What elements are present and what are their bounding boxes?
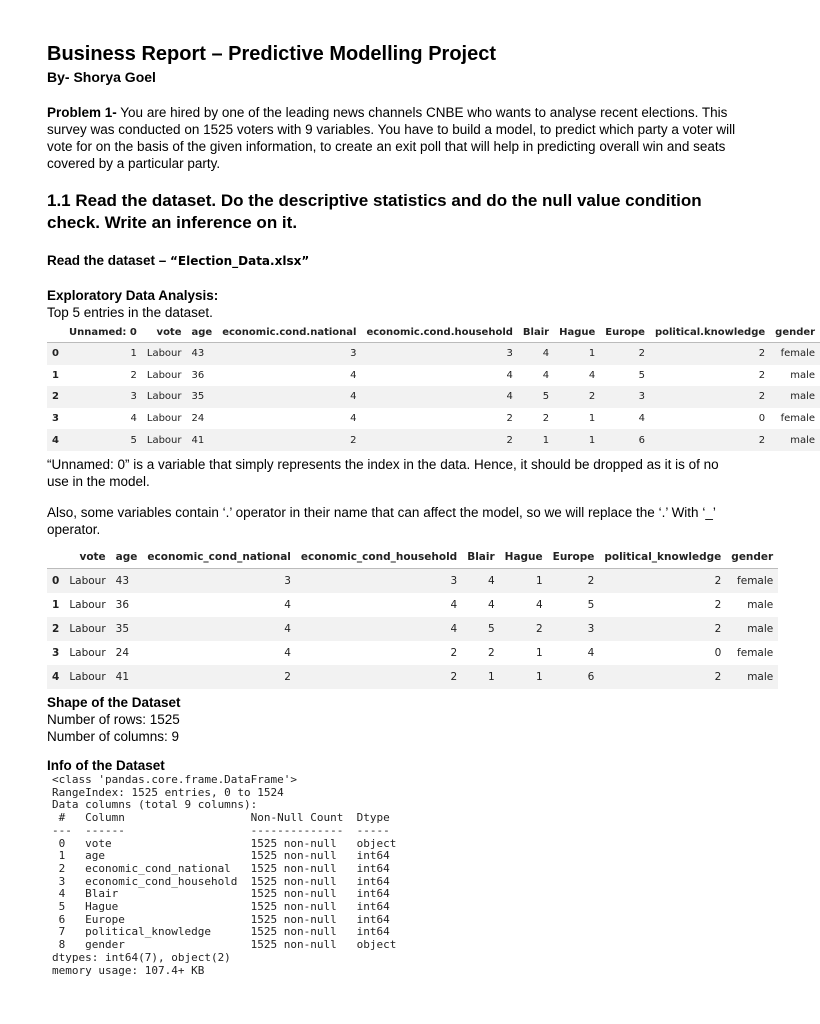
table-cell: 2 [217,429,361,451]
table-cell: 1 [535,647,543,659]
table-cell: 3 [64,386,142,408]
table-cell: 2 [650,343,770,365]
table-cell: Labour [146,369,182,381]
table-header-row [47,546,778,569]
table-cell: 3 [217,343,361,365]
table-cell: 2 [599,617,726,641]
row-index: 4 [47,429,64,451]
column-header: gender [726,546,778,569]
unnamed-note: “Unnamed: 0” is a variable that simply represents the index in the data. Hence, it should be dropped as it is of no use in the model. [47,457,719,489]
document-page [47,42,737,321]
table-cell: 4 [587,647,595,659]
table-cell: female [737,647,774,659]
column-header: vote [64,546,110,569]
table-row [47,665,778,689]
column-header: Hague [500,546,548,569]
table-cell: 4 [350,369,357,381]
table-row [47,617,778,641]
table-row [47,343,820,365]
table-cell: 0 [714,647,722,659]
row-index: 2 [47,617,64,641]
table-cell: 2 [554,386,600,408]
column-header: Blair [518,322,554,343]
column-header [47,546,64,569]
table-cell: male [747,599,774,611]
column-header: Unnamed: 0 [64,322,142,343]
table1-wrapper [47,322,816,451]
row-index: 2 [47,386,64,408]
table-cell: 35 [187,386,218,408]
table-cell: 3 [548,617,600,641]
table-cell: 1 [500,665,548,689]
table-cell: 4 [462,569,499,594]
column-header: gender [770,322,820,343]
table-cell: Labour [64,665,110,689]
table-cell: 2 [650,429,770,451]
notes-block [47,456,737,538]
shape-block [47,694,737,745]
table-cell: Labour [69,647,106,659]
table-cell: 4 [506,369,513,381]
table-cell: 4 [296,617,462,641]
table-cell: male [770,429,820,451]
table-cell: 3 [296,569,462,594]
table-cell: 2 [600,343,650,365]
table-cell: 4 [638,413,645,425]
table-cell: 2 [714,599,722,611]
row-index: 4 [47,665,64,689]
top5-raw-table [47,322,820,451]
column-header [47,322,64,343]
info-block [47,757,737,977]
table-cell: 2 [506,413,513,425]
table-cell: 1 [500,569,548,594]
table-cell: 4 [350,413,357,425]
table-cell: Labour [142,343,187,365]
table-cell: 1 [554,343,600,365]
column-header: Europe [600,322,650,343]
column-header: Blair [462,546,499,569]
table-cell: 6 [548,665,600,689]
table-cell: 5 [462,617,499,641]
table-cell: 5 [518,386,554,408]
table-cell: 1 [64,343,142,365]
table-cell: 2 [599,569,726,594]
report-title: Business Report – Predictive Modelling Project [47,43,497,65]
table-row [47,569,778,594]
table-cell: 5 [587,599,595,611]
table-header-row [47,322,820,343]
table-cell: 43 [111,569,143,594]
table-cell: 2 [450,647,458,659]
table-cell: 2 [599,665,726,689]
shape-columns: Number of columns: 9 [47,729,180,744]
table-cell: 3 [361,343,517,365]
table-cell: 2 [500,617,548,641]
problem-text: You are hired by one of the leading news channels CNBE who wants to analyse recent elections. This survey was conducted on 1525 voters with 9 variables. You have to build a model, to predict which party a voter will vote for on the basis of the given information, to create an exit poll that will help in predicting overall win and seats covered by a particular party. [47,105,736,171]
table-cell: Labour [64,617,110,641]
problem-label: Problem 1- [47,105,117,120]
column-header: economic_cond_household [296,546,462,569]
eda-text: Top 5 entries in the dataset. [47,305,213,320]
column-header: Europe [548,546,600,569]
column-header: Hague [554,322,600,343]
table-cell: 24 [115,647,130,659]
problem-paragraph [47,104,737,172]
table-cell: 2 [296,665,462,689]
table-cell: 4 [142,617,296,641]
table-cell: 2 [542,413,550,425]
table-cell: male [726,665,778,689]
row-index: 0 [47,343,64,365]
table-cell: 6 [600,429,650,451]
table-row [47,408,820,430]
table-cell: 2 [548,569,600,594]
table-cell: 2 [758,369,766,381]
column-header: political.knowledge [650,322,770,343]
row-index: 3 [52,413,59,425]
column-header: economic.cond.household [361,322,517,343]
table-cell: 4 [542,369,550,381]
table-cell: 4 [284,647,291,659]
table-cell: 36 [115,599,130,611]
read-dataset-label: Read the dataset – [47,253,171,268]
table-cell: 2 [487,647,495,659]
table-cell: 4 [535,599,543,611]
table-cell: male [726,617,778,641]
table-row [47,386,820,408]
read-dataset-line [47,252,737,270]
table-cell: Labour [146,413,182,425]
table-cell: 3 [142,569,296,594]
table-cell: 36 [191,369,205,381]
table-cell: female [780,413,816,425]
dataset-filename: “Election_Data.xlsx” [170,254,310,268]
info-heading: Info of the Dataset [47,758,165,773]
table-cell: Labour [142,429,187,451]
table-cell: 5 [64,429,142,451]
table-cell: 24 [191,413,205,425]
table-row [47,429,820,451]
table-cell: 4 [284,599,291,611]
table-cell: Labour [64,569,110,594]
shape-rows: Number of rows: 1525 [47,712,180,727]
table-cell: male [790,369,816,381]
shape-heading: Shape of the Dataset [47,695,181,710]
table-cell: 2 [650,386,770,408]
table-cell: 3 [600,386,650,408]
table-cell: 2 [142,665,296,689]
row-index: 0 [47,569,64,594]
table-cell: 2 [361,429,517,451]
table-cell: 1 [588,413,596,425]
table-row [47,593,778,617]
table-cell: 4 [487,599,495,611]
row-index: 1 [52,599,60,611]
table2-wrapper [47,546,774,689]
row-index: 3 [52,647,60,659]
table-cell: Labour [142,386,187,408]
report-author: By- Shorya Goel [47,69,156,85]
table-cell: 0 [758,413,766,425]
table-cell: 1 [554,429,600,451]
table-cell: 4 [130,413,137,425]
top5-renamed-table [47,546,778,689]
table-cell: 41 [111,665,143,689]
table-cell: male [770,386,820,408]
section-heading-1-1: 1.1 Read the dataset. Do the descriptive statistics and do the null value condition check. Write an inference on it. [47,191,702,232]
table-cell: 4 [518,343,554,365]
column-header: age [187,322,218,343]
table-cell: Labour [69,599,106,611]
table-cell: 35 [111,617,143,641]
table-cell: 4 [217,386,361,408]
table-row [47,641,778,665]
table-cell: 4 [588,369,596,381]
table-row [47,365,820,387]
column-header: vote [142,322,187,343]
table-cell: 41 [187,429,218,451]
table-cell: 5 [638,369,645,381]
table-cell: 4 [450,599,458,611]
row-index: 1 [52,369,59,381]
column-header: political_knowledge [599,546,726,569]
eda-heading: Exploratory Data Analysis: [47,288,219,303]
table-cell: 2 [130,369,137,381]
table-cell: 4 [361,386,517,408]
rename-note: Also, some variables contain ‘.’ operator in their name that can affect the model, so we will replace the ‘.’ With ‘_’ operator. [47,505,716,537]
info-output: <class 'pandas.core.frame.DataFrame'> RangeIndex: 1525 entries, 0 to 1524 Data columns (total 9 columns): # Column Non-Null Count Dtype --- ------ -------------- ----- 0 vote 1525 non-null object 1 age 1525 non-null int64 2 economic_cond_national 1525 non-null int64 3 economic_cond_household 1525 non-null int64 4 Blair 1525 non-null int64 5 Hague 1525 non-null int64 6 Europe 1525 non-null int64 7 political_knowledge 1525 non-null int64 8 gender 1525 non-null object dtypes: int64(7), object(2) memory usage: 107.4+ KB [52,773,397,977]
table-cell: female [726,569,778,594]
column-header: economic.cond.national [217,322,361,343]
table-cell: 43 [187,343,218,365]
table-cell: 1 [518,429,554,451]
table-cell: female [770,343,820,365]
table-cell: 1 [462,665,499,689]
column-header: economic_cond_national [142,546,296,569]
column-header: age [111,546,143,569]
